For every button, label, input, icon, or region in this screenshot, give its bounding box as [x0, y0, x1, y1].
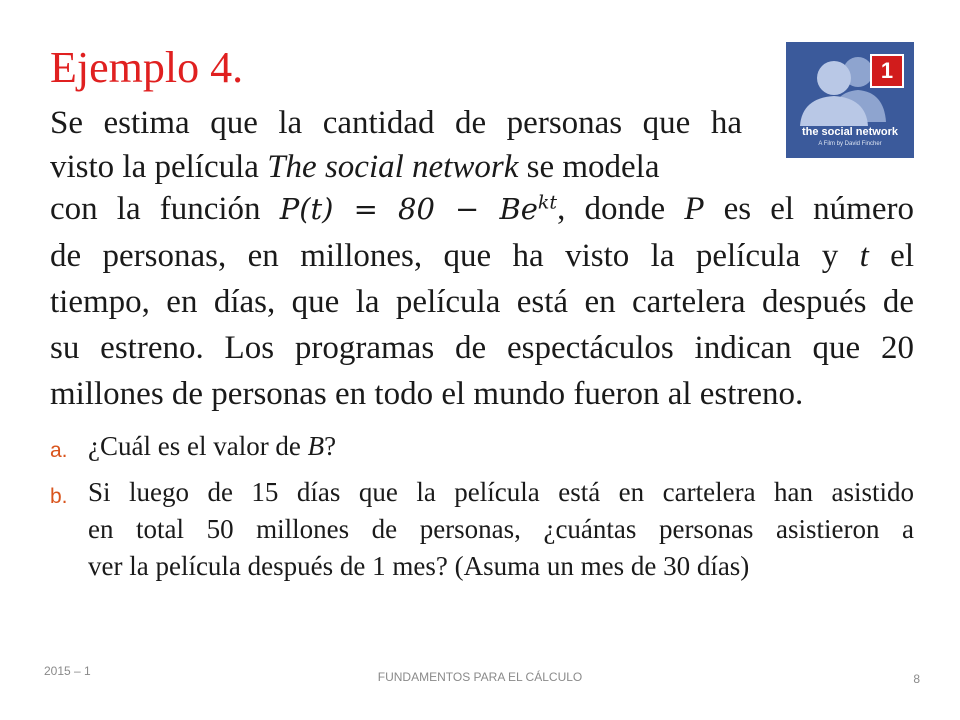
footer-term: 2015 – 1	[44, 664, 91, 678]
footer-course: FUNDAMENTOS PARA EL CÁLCULO	[377, 670, 583, 684]
model-formula	[280, 192, 557, 226]
question-a-line	[88, 428, 914, 465]
question-a-text	[88, 428, 914, 465]
body-line-1	[50, 186, 914, 232]
question-b-marker: b.	[50, 485, 68, 508]
question-b-line-2: en total 50 millones de personas, ¿cuántas personas asistieron a	[88, 514, 914, 544]
intro-line-2	[50, 144, 659, 190]
body-line-2-start: de personas, en millones, que ha visto la película y	[50, 238, 860, 274]
question-b-text	[88, 474, 914, 585]
movie-title: The social network	[267, 149, 519, 185]
intro-line-2-end: se modela	[518, 149, 660, 185]
formula-exponent: kt	[537, 191, 558, 214]
question-b-line-1: Si luego de 15 días que la película está en cartelera han asistido	[88, 477, 914, 507]
question-a-end: ?	[324, 431, 337, 461]
variable-b: B	[307, 431, 325, 461]
question-a-marker: a.	[50, 439, 68, 462]
body-line-5: millones de personas en todo el mundo fueron al estreno.	[50, 376, 804, 412]
question-a-start: ¿Cuál es el valor de	[88, 431, 308, 461]
question-b-line-3: ver la película después de 1 mes? (Asuma un mes de 30 días)	[88, 551, 750, 581]
poster-badge: 1	[870, 54, 904, 88]
body-line-4: su estreno. Los programas de espectáculos indican que 20	[50, 330, 914, 366]
intro-line-2-start: visto la película	[50, 149, 268, 185]
variable-p: P	[684, 191, 705, 227]
body-line-1-start: con la función	[50, 191, 280, 227]
body-line-1-mid: , donde	[557, 191, 685, 227]
slide-title: Ejemplo 4.	[50, 43, 244, 92]
body-line-1-end: es el número	[704, 191, 914, 227]
poster-title: the social network	[802, 126, 898, 138]
body-line-2-end: el	[868, 238, 914, 274]
variable-t: t	[859, 238, 869, 274]
body-line-3: tiempo, en días, que la película está en cartelera después de	[50, 284, 914, 320]
formula-lhs: P(t) = 80 − Be	[279, 192, 538, 226]
page-number: 8	[913, 672, 920, 686]
intro-line-1: Se estima que la cantidad de personas que ha	[50, 105, 742, 141]
movie-poster-image	[786, 42, 914, 158]
poster-subtitle: A Film by David Fincher	[818, 141, 882, 147]
body-line-2	[50, 233, 914, 279]
